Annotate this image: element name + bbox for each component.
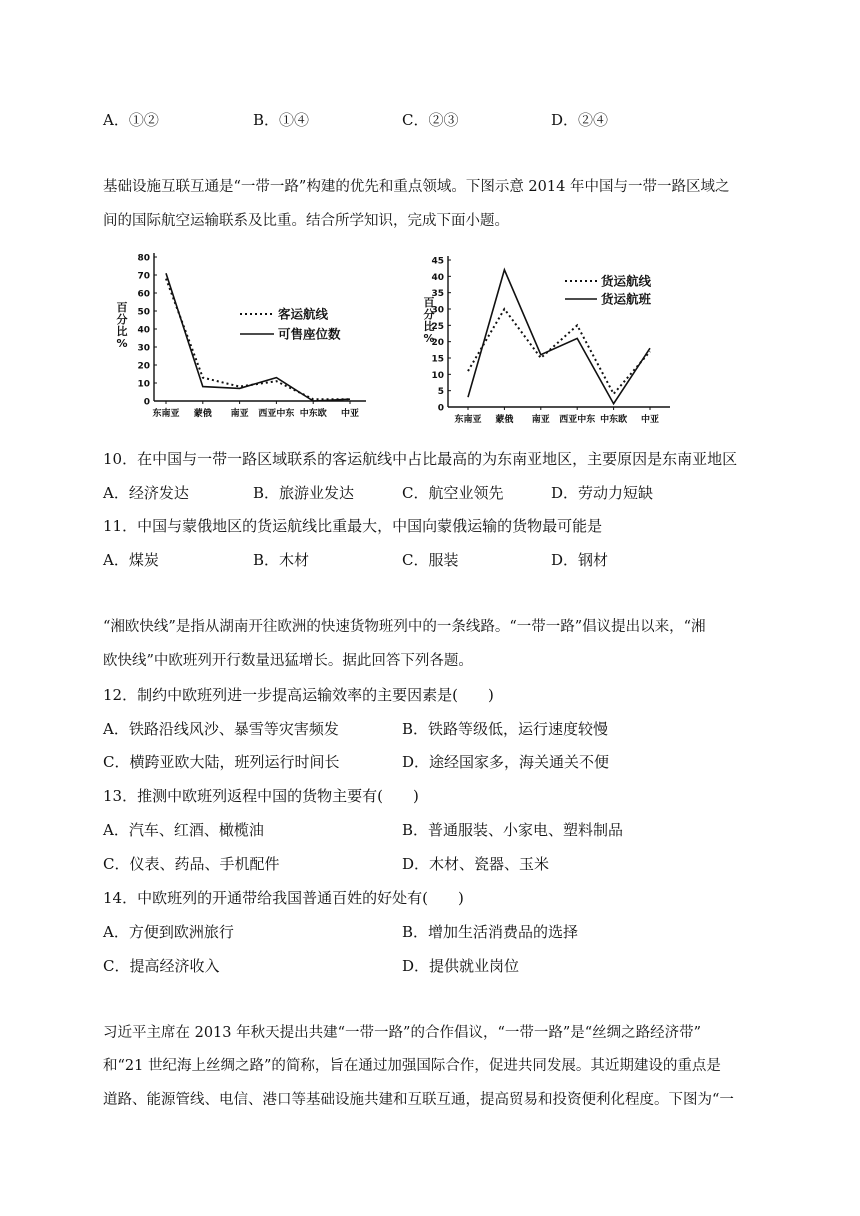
y-axis-label-char: 百 bbox=[116, 301, 128, 314]
q12-option-d: D．途经国家多，海关通关不便 bbox=[402, 753, 610, 771]
series-line-2 bbox=[468, 270, 650, 404]
q10-stem: 10．在中国与一带一路区域联系的客运航线中占比最高的为东南亚地区，主要原因是东南亚地区 bbox=[103, 450, 738, 468]
q12-option-c: C．横跨亚欧大陆，班列运行时间长 bbox=[103, 753, 340, 771]
legend-label-2: 可售座位数 bbox=[278, 326, 341, 342]
x-tick-label: 西亚中东 bbox=[258, 409, 295, 419]
q12-stem: 12．制约中欧班列进一步提高运输效率的主要因素是( ) bbox=[103, 686, 494, 704]
passage1-line-1: 基础设施互联互通是“一带一路”构建的优先和重点领域。下图示意 2014 年中国与一带一路区域之 bbox=[103, 179, 730, 195]
q11-option-c: C．服装 bbox=[402, 551, 459, 569]
y-tick-label: 25 bbox=[431, 321, 444, 332]
x-tick-label: 蒙俄 bbox=[495, 415, 514, 425]
y-tick-label: 80 bbox=[137, 253, 150, 264]
y-tick-label: 30 bbox=[431, 305, 444, 316]
x-tick-label: 南亚 bbox=[230, 409, 249, 419]
q11-option-a: A．煤炭 bbox=[103, 551, 159, 569]
q9-option-b: B．①④ bbox=[253, 111, 310, 129]
y-tick-label: 10 bbox=[431, 370, 444, 381]
y-tick-label: 50 bbox=[137, 307, 150, 318]
passage1-line-2: 间的国际航空运输联系及比重。结合所学知识，完成下面小题。 bbox=[103, 213, 509, 229]
q12-option-a: A．铁路沿线风沙、暴雪等灾害频发 bbox=[103, 720, 339, 738]
y-tick-label: 30 bbox=[137, 343, 150, 354]
x-tick-label: 蒙俄 bbox=[193, 409, 212, 419]
q14-stem: 14．中欧班列的开通带给我国普通百姓的好处有( ) bbox=[103, 889, 464, 907]
q11-option-b: B．木材 bbox=[253, 551, 310, 569]
passage3-line-2: 和“21 世纪海上丝绸之路”的简称，旨在通过加强国际合作，促进共同发展。其近期建设的重点是 bbox=[103, 1058, 721, 1074]
legend-label-1: 货运航线 bbox=[601, 273, 652, 289]
passage3-line-3: 道路、能源管线、电信、港口等基础设施共建和互联互通，提高贸易和投资便利化程度。下图为“一 bbox=[103, 1092, 734, 1108]
legend-label-1: 客运航线 bbox=[278, 306, 329, 322]
y-axis-label-char: % bbox=[423, 332, 435, 345]
q14-option-c: C．提高经济收入 bbox=[103, 957, 220, 975]
x-tick-label: 东南亚 bbox=[454, 415, 482, 425]
y-tick-label: 0 bbox=[437, 403, 444, 414]
q13-stem: 13．推测中欧班列返程中国的货物主要有( ) bbox=[103, 787, 419, 805]
x-tick-label: 中亚 bbox=[640, 415, 660, 425]
q14-option-b: B．增加生活消费品的选择 bbox=[402, 923, 579, 941]
y-tick-label: 5 bbox=[437, 387, 444, 398]
legend-label-2: 货运航班 bbox=[601, 291, 652, 307]
x-tick-label: 中东欧 bbox=[299, 409, 327, 419]
q13-option-c: C．仪表、药品、手机配件 bbox=[103, 855, 280, 873]
y-tick-label: 40 bbox=[137, 325, 150, 336]
q10-option-c: C．航空业领先 bbox=[402, 484, 504, 502]
series-line-1 bbox=[468, 309, 650, 394]
x-tick-label: 南亚 bbox=[531, 415, 550, 425]
y-tick-label: 60 bbox=[137, 289, 150, 300]
q9-option-d: D．②④ bbox=[551, 111, 609, 129]
y-tick-label: 15 bbox=[431, 354, 444, 365]
y-tick-label: 10 bbox=[137, 379, 150, 390]
x-tick-label: 西亚中东 bbox=[559, 415, 596, 425]
q11-stem: 11．中国与蒙俄地区的货运航线比重最大，中国向蒙俄运输的货物最可能是 bbox=[103, 517, 603, 535]
y-tick-label: 0 bbox=[143, 397, 150, 408]
y-tick-label: 45 bbox=[431, 256, 444, 267]
y-axis-label-char: 分 bbox=[423, 308, 435, 321]
y-tick-label: 20 bbox=[431, 338, 444, 349]
passage2-line-1: “湘欧快线”是指从湖南开往欧洲的快速货物班列中的一条线路。“一带一路”倡议提出以来，“湘 bbox=[103, 619, 706, 635]
y-axis-label-char: 分 bbox=[116, 313, 128, 326]
y-tick-label: 35 bbox=[431, 289, 444, 300]
q9-option-a: A．①② bbox=[103, 111, 159, 129]
q10-option-b: B．旅游业发达 bbox=[253, 484, 355, 502]
y-axis-label-char: 百 bbox=[423, 296, 435, 309]
cargo-route-chart bbox=[420, 248, 690, 430]
q14-option-a: A．方便到欧洲旅行 bbox=[103, 923, 234, 941]
y-tick-label: 70 bbox=[137, 271, 150, 282]
q11-option-d: D．钢材 bbox=[551, 551, 609, 569]
y-axis-label-char: % bbox=[116, 337, 128, 350]
passenger-route-chart bbox=[100, 243, 380, 428]
q10-option-a: A．经济发达 bbox=[103, 484, 189, 502]
q13-option-b: B．普通服装、小家电、塑料制品 bbox=[402, 821, 624, 839]
x-tick-label: 东南亚 bbox=[152, 409, 180, 419]
x-tick-label: 中亚 bbox=[340, 409, 360, 419]
q14-option-d: D．提供就业岗位 bbox=[402, 957, 520, 975]
passage3-line-1: 习近平主席在 2013 年秋天提出共建“一带一路”的合作倡议，“一带一路”是“丝绸之路经济带” bbox=[103, 1025, 702, 1041]
passage2-line-2: 欧快线”中欧班列开行数量迅猛增长。据此回答下列各题。 bbox=[103, 653, 473, 669]
y-axis-label-char: 比 bbox=[116, 325, 128, 338]
y-tick-label: 40 bbox=[431, 272, 444, 283]
q9-option-c: C．②③ bbox=[402, 111, 459, 129]
y-axis-label-char: 比 bbox=[423, 320, 435, 333]
y-tick-label: 20 bbox=[137, 361, 150, 372]
x-tick-label: 中东欧 bbox=[600, 415, 628, 425]
q13-option-d: D．木材、瓷器、玉米 bbox=[402, 855, 550, 873]
q13-option-a: A．汽车、红酒、橄榄油 bbox=[103, 821, 264, 839]
q10-option-d: D．劳动力短缺 bbox=[551, 484, 654, 502]
q12-option-b: B．铁路等级低，运行速度较慢 bbox=[402, 720, 609, 738]
